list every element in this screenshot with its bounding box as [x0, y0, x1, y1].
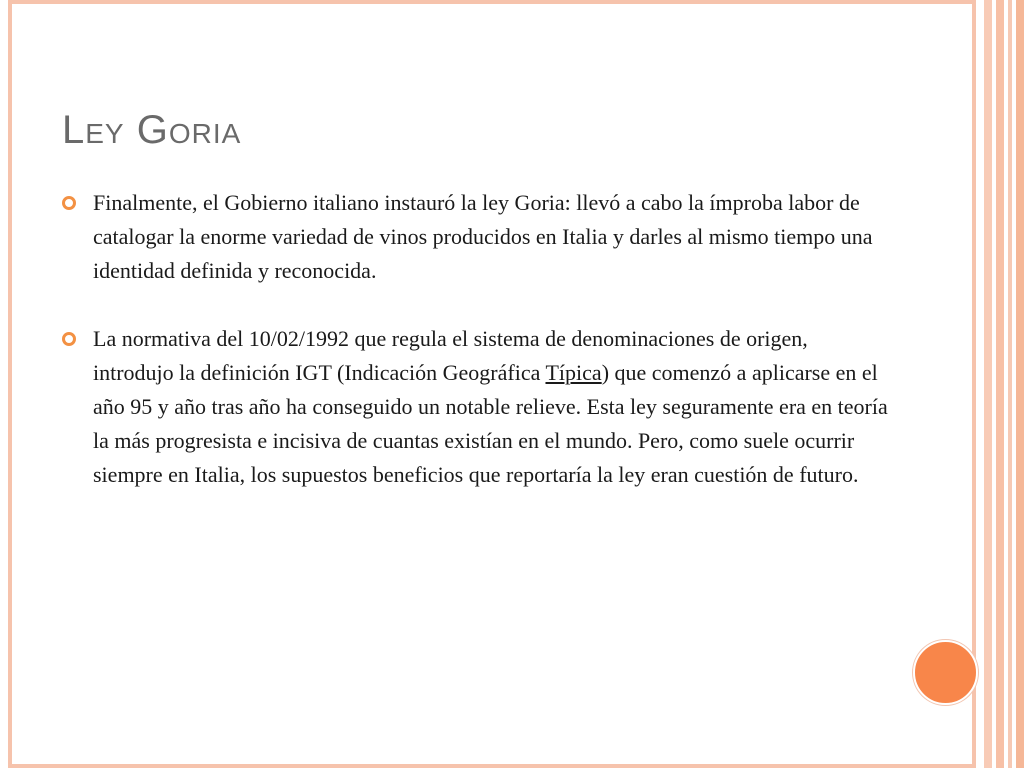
bullet-item [62, 322, 892, 492]
decorative-stripe [1008, 0, 1012, 768]
slide-border-bottom [8, 764, 976, 768]
decorative-stripe [996, 0, 1004, 768]
bullet-text: Finalmente, el Gobierno italiano instauró la ley Goria: llevó a cabo la ímproba labor de catalogar la enorme variedad de vinos producidos en Italia y darles al mismo tiempo una identidad definida y reconocida. [93, 190, 873, 283]
ring-bullet-icon [62, 332, 76, 346]
slide-title: Ley Goria [62, 108, 242, 152]
underlined-word: Típica [545, 360, 602, 385]
decorative-stripe [984, 0, 992, 768]
slide-border-top [8, 0, 976, 4]
slide-border-left [8, 0, 12, 768]
slide-border-right [972, 0, 976, 768]
ring-bullet-icon [62, 196, 76, 210]
bullet-text-start: La normativa del 10/02/1992 que regula el sistema de denominaciones de origen, introdujo la definición IGT (Indicación Geográfica [93, 326, 808, 385]
bullet-item [62, 186, 892, 288]
bullet-text-end: ) que comenzó a aplicarse en el año 95 y año tras año ha conseguido un notable relieve. Esta ley seguramente era en teoría la más progresista e incisiva de cuantas existían en el mundo. Pero, como suele ocurrir siempre en Italia, los supuestos beneficios que reportaría la ley eran cuestión de futuro. [93, 360, 888, 487]
orange-circle-icon [913, 640, 978, 705]
bullet-list [62, 186, 892, 526]
decorative-stripe [1016, 0, 1024, 768]
